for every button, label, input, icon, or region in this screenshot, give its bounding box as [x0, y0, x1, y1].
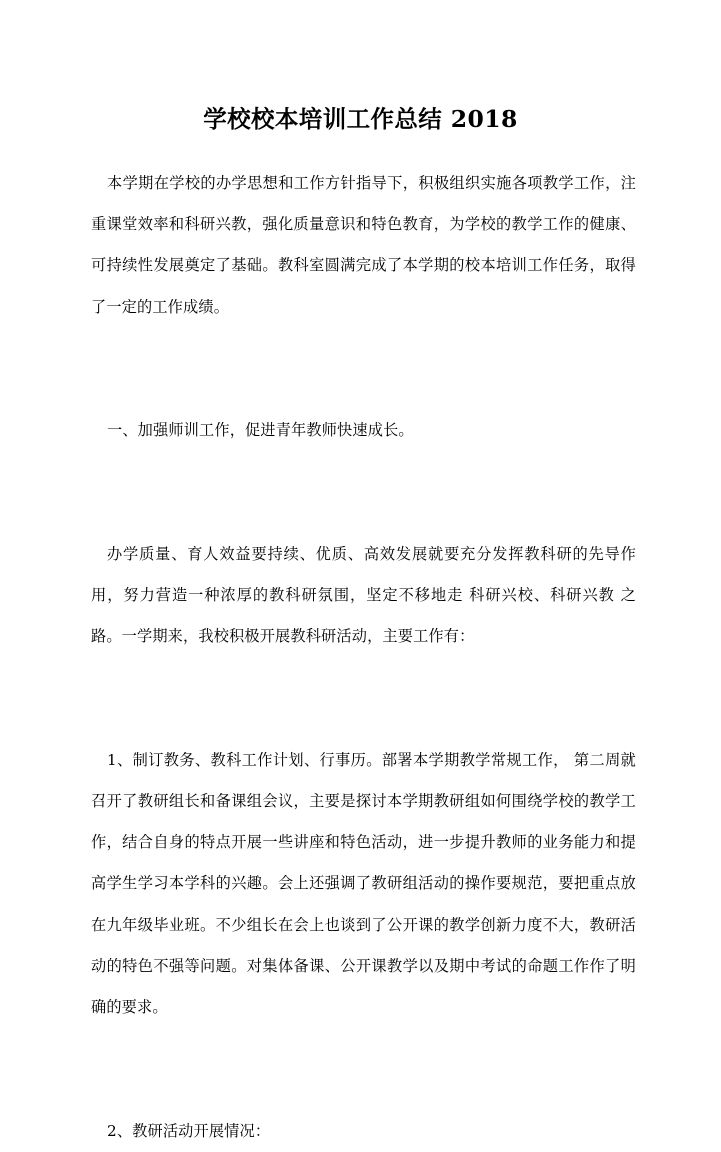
paragraph-section-one-body: 办学质量、育人效益要持续、优质、高效发展就要充分发挥教科研的先导作用，努力营造一种浓厚的教科研氛围，坚定不移地走 科研兴校、科研兴教 之路。一学期来，我校积极开展教科研活动，主要工作有： [91, 544, 636, 646]
document-body [91, 163, 636, 1152]
paragraph-spacer [91, 328, 636, 410]
paragraph-spacer [91, 1028, 636, 1110]
paragraph-spacer [91, 657, 636, 739]
paragraph-item-1: 1、制订教务、教科工作计划、行事历。部署本学期教学常规工作， 第二周就召开了教研组长和备课组会议，主要是探讨本学期教研组如何围绕学校的教学工作，结合自身的特点开展一些讲座和特色活动，进一步提升教师的业务能力和提高学生学习本学科的兴趣。会上还强调了教研组活动的操作要规范，要把重点放在九年级毕业班。不少组长在会上也谈到了公开课的教学创新力度不大，教研活动的特色不强等问题。对集体备课、公开课教学以及期中考试的命题工作作了明确的要求。 [91, 750, 636, 1017]
page-title: 学校校本培训工作总结 2018 [203, 104, 518, 133]
paragraph-item-2: 2、教研活动开展情况： [107, 1121, 271, 1140]
heading-section-one: 一、加强师训工作，促进青年教师快速成长。 [107, 421, 414, 440]
paragraph-intro: 本学期在学校的办学思想和工作方针指导下，积极组织实施各项教学工作，注重课堂效率和科研兴教，强化质量意识和特色教育，为学校的教学工作的健康、可持续性发展奠定了基础。教科室圆满完成了本学期的校本培训工作任务，取得了一定的工作成绩。 [91, 174, 636, 316]
paragraph-spacer [91, 451, 636, 533]
